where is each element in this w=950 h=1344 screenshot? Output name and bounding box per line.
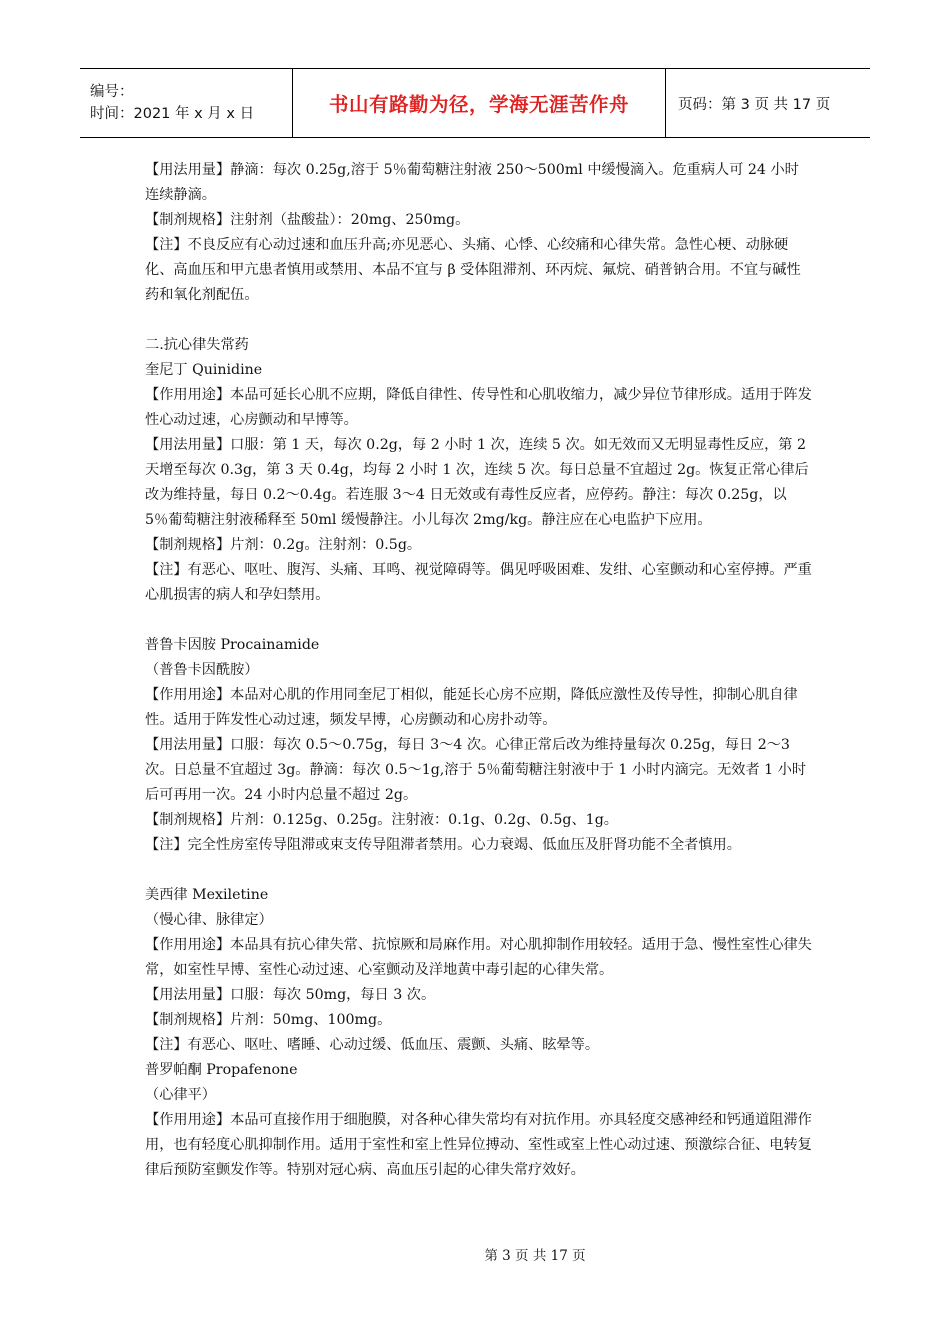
section-title: 二.抗心律失常药 bbox=[145, 337, 249, 353]
paragraph-spec: 【制剂规格】注射剂（盐酸盐）：20mg、250mg。 bbox=[145, 212, 470, 228]
header-date-label: 时间：2021 年 x 月 x 日 bbox=[90, 106, 255, 122]
footer-page-number: 第 3 页 共 17 页 bbox=[484, 1248, 586, 1264]
drug-title-procainamide: 普鲁卡因胺 Procainamide bbox=[145, 637, 320, 653]
header-motto bbox=[293, 69, 666, 137]
procainamide-dose: 【用法用量】口服：每次 0.5～0.75g，每日 3～4 次。心律正常后改为维持量每次 0.25g，每日 2～3 次。日总量不宜超过 3g。静滴：每次 0.5～1g,溶于 5％葡萄糖注射液中于 1 小时内滴完。无效者 1 小时后可再用一次。24 小时内总量不超过 2g。 bbox=[145, 737, 807, 803]
procainamide-use: 【作用用途】本品对心肌的作用同奎尼丁相似，能延长心房不应期，降低应激性及传导性，抑制心肌自律性。适用于阵发性心动过速，频发早博，心房颤动和心房扑动等。 bbox=[145, 687, 798, 728]
procainamide-note: 【注】完全性房室传导阻滞或束支传导阻滞者禁用。心力衰竭、低血压及肝肾功能不全者慎用。 bbox=[145, 837, 741, 853]
paragraph-dosage: 【用法用量】静滴：每次 0.25g,溶于 5％葡萄糖注射液 250～500ml 中缓慢滴入。危重病人可 24 小时连续静滴。 bbox=[145, 162, 799, 203]
header-page-info-text: 页码：第 3 页 共 17 页 bbox=[678, 96, 831, 113]
procainamide-spec: 【制剂规格】片剂：0.125g、0.25g。注射液：0.1g、0.2g、0.5g、1g。 bbox=[145, 812, 618, 828]
propafenone-alias: （心律平） bbox=[145, 1087, 216, 1103]
mexiletine-dose: 【用法用量】口服：每次 50mg，每日 3 次。 bbox=[145, 987, 436, 1003]
drug-title-propafenone: 普罗帕酮 Propafenone bbox=[145, 1062, 298, 1078]
header-number-label: 编号： bbox=[90, 84, 134, 100]
quinidine-note: 【注】有恶心、呕吐、腹泻、头痛、耳鸣、视觉障碍等。偶见呼吸困难、发绀、心室颤动和心室停搏。严重心肌损害的病人和孕妇禁用。 bbox=[145, 562, 812, 603]
quinidine-use: 【作用用途】本品可延长心肌不应期，降低自律性、传导性和心肌收缩力，减少异位节律形成。适用于阵发性心动过速，心房颤动和早博等。 bbox=[145, 387, 812, 428]
mexiletine-spec: 【制剂规格】片剂：50mg、100mg。 bbox=[145, 1012, 392, 1028]
header-page-info bbox=[666, 69, 870, 137]
quinidine-spec: 【制剂规格】片剂：0.2g。注射剂：0.5g。 bbox=[145, 537, 422, 553]
document-body bbox=[145, 158, 813, 1183]
header-meta bbox=[80, 69, 293, 137]
drug-title-mexiletine: 美西律 Mexiletine bbox=[145, 887, 269, 903]
drug-title-quinidine: 奎尼丁 Quinidine bbox=[145, 362, 263, 378]
propafenone-use: 【作用用途】本品可直接作用于细胞膜，对各种心律失常均有对抗作用。亦具轻度交感神经和钙通道阻滞作用，也有轻度心肌抑制作用。适用于室性和室上性异位搏动、室性或室上性心动过速、预激综合征、电转复律后预防室颤发作等。特别对冠心病、高血压引起的心律失常疗效好。 bbox=[145, 1112, 812, 1178]
paragraph-note: 【注】不良反应有心动过速和血压升高;亦见恶心、头痛、心悸、心绞痛和心律失常。急性心梗、动脉硬化、高血压和甲亢患者慎用或禁用、本品不宜与 β 受体阻滞剂、环丙烷、氟烷、硝普钠合用。不宜与碱性药和氧化剂配伍。 bbox=[145, 237, 801, 303]
page-header bbox=[80, 68, 870, 138]
mexiletine-use: 【作用用途】本品具有抗心律失常、抗惊厥和局麻作用。对心肌抑制作用较轻。适用于急、慢性室性心律失常，如室性早博、室性心动过速、心室颤动及洋地黄中毒引起的心律失常。 bbox=[145, 937, 812, 978]
mexiletine-note: 【注】有恶心、呕吐、嗜睡、心动过缓、低血压、震颤、头痛、眩晕等。 bbox=[145, 1037, 600, 1053]
header-motto-text: 书山有路勤为径，学海无涯苦作舟 bbox=[328, 93, 629, 116]
procainamide-alias: （普鲁卡因酰胺） bbox=[145, 662, 259, 678]
quinidine-dose: 【用法用量】口服：第 1 天，每次 0.2g，每 2 小时 1 次，连续 5 次。如无效而又无明显毒性反应，第 2 天增至每次 0.3g，第 3 天 0.4g，均每 2 小时 1 次，连续 5 次。每日总量不宜超过 2g。恢复正常心律后改为维持量，每日 0.2～0.4g。若连服 3～4 日无效或有毒性反应者，应停药。静注：每次 0.25g，以 5％葡萄糖注射液稀释至 50ml 缓慢静注。小儿每次 2mg/kg。静注应在心电监护下应用。 bbox=[145, 437, 809, 528]
mexiletine-alias: （慢心律、脉律定） bbox=[145, 912, 273, 928]
page-footer bbox=[0, 1244, 950, 1264]
